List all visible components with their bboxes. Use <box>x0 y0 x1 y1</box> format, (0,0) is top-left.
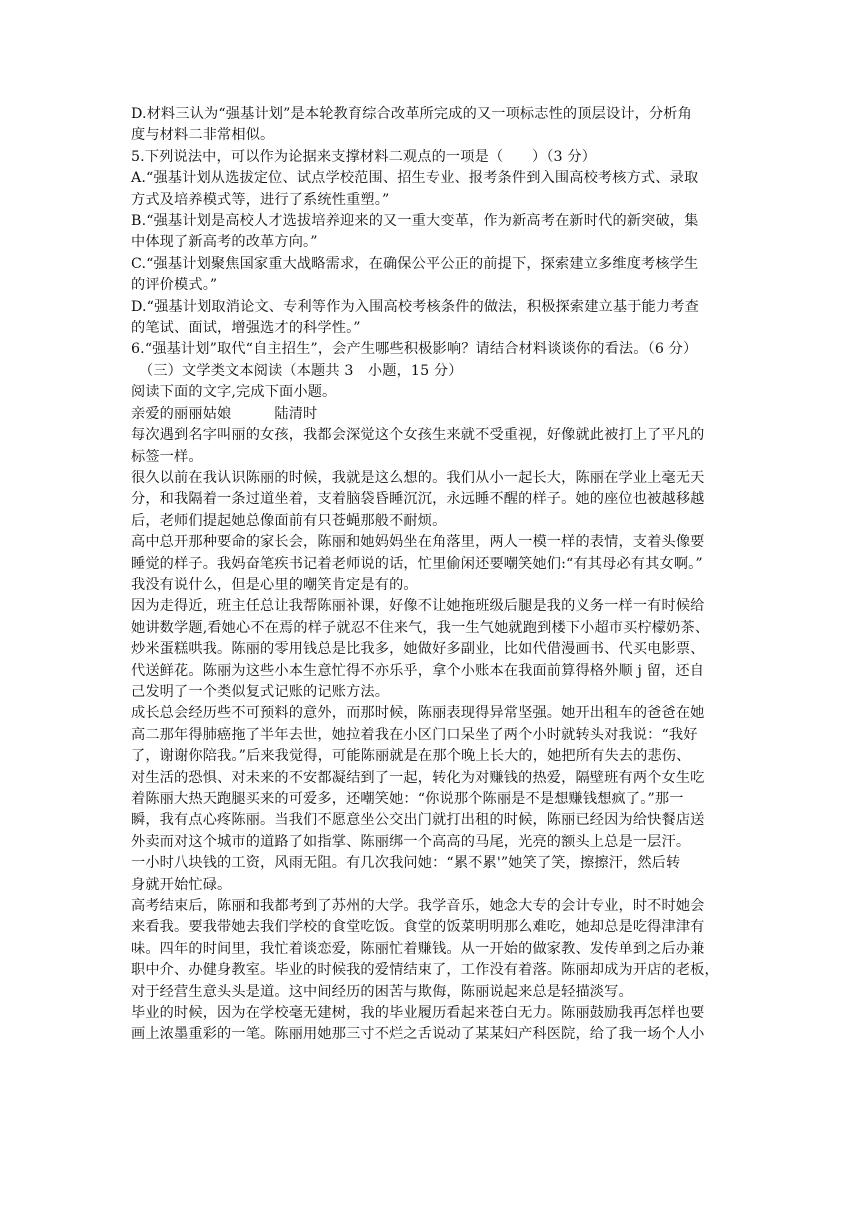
section-heading: （三）文学类文本阅读（本题共 3 小题，15 分） <box>139 362 463 379</box>
text-line: 高中总开那种要命的家长会，陈丽和她妈妈坐在角落里，两人一模一样的表情，支着头像要 <box>131 534 705 551</box>
text-line: 度与材料二非常相似。 <box>131 127 275 144</box>
text-line: 高考结束后，陈丽和我都考到了苏州的大学。我学音乐，她念大专的会计专业，时不时她会 <box>131 898 705 915</box>
question-5: 5.下列说法中，可以作为论据来支撑材料二观点的一项是（ ）（3 分） <box>131 148 597 165</box>
text-line: 我没有说什么，但是心里的嘲笑肯定是有的。 <box>131 576 418 593</box>
text-line: 瞬，我有点心疼陈丽。当我们不愿意坐公交出门就打出租的时候，陈丽已经因为给快餐店送 <box>131 812 705 829</box>
text-line: D.材料三认为“强基计划”是本轮教育综合改革所完成的又一项标志性的顶层设计，分析角 <box>131 106 692 122</box>
text-line: 身就开始忙碌。 <box>131 876 232 893</box>
instruction: 阅读下面的文字,完成下面小题。 <box>131 384 337 401</box>
text-line: 炒米蛋糕哄我。陈丽的零用钱总是比我多，她做好多副业，比如代借漫画书、代买电影票、 <box>131 641 705 658</box>
text-line: 来看我。要我带她去我们学校的食堂吃饭。食堂的饭菜明明那么难吃，她却总是吃得津津有 <box>131 919 705 936</box>
option-a: A.“强基计划从选拔定位、试点学校范围、招生专业、报考条件到入围高校考核方式、录取 <box>131 170 699 187</box>
text-line: 每次遇到名字叫丽的女孩，我都会深觉这个女孩生来就不受重视，好像就此被打上了平凡的 <box>131 427 705 444</box>
text-line: 代送鲜花。陈丽为这些小本生意忙得不亦乐乎，拿个小账本在我面前算得格外顺 j 留，还自 <box>131 662 705 679</box>
text-line: 高二那年得肺癌拖了半年去世，她拉着我在小区门口呆坐了两个小时就转头对我说：“我好 <box>131 726 698 743</box>
document-body <box>131 104 731 1046</box>
option-d: D.“强基计划取消论文、专利等作为入围高校考核条件的做法，积极探索建立基于能力考查 <box>131 298 699 315</box>
text-line: 因为走得近，班主任总让我帮陈丽补课，好像不让她拖班级后腿是我的义务一样一有时候给 <box>131 598 705 615</box>
text-line: 对于经营生意头头是道。这中间经历的困苦与欺侮，陈丽说起来总是轻描淡写。 <box>131 983 633 1000</box>
text-line: 标签一样。 <box>131 448 203 465</box>
text-line: 对生活的恐惧、对未来的不安都凝结到了一起，转化为对赚钱的热爱，隔壁班有两个女生吃 <box>131 769 705 786</box>
text-line: 外卖而对这个城市的道路了如指掌、陈丽绑一个高高的马尾，光亮的额头上总是一层汗。 <box>131 833 691 850</box>
text-line: 方式及培养模式等，进行了系统性重塑。” <box>131 191 390 208</box>
text-line: 画上浓墨重彩的一笔。陈丽用她那三寸不烂之舌说动了某某妇产科医院，给了我一场个人小 <box>131 1026 705 1043</box>
text-line: 中体现了新高考的改革方向。” <box>131 234 318 251</box>
text-line: 一小时八块钱的工资，风雨无阻。有几次我问她：“累不累'”她笑了笑，擦擦汗，然后转 <box>131 855 681 872</box>
text-line: 了，谢谢你陪我。”后来我觉得，可能陈丽就是在那个晚上长大的，她把所有失去的悲伤、 <box>131 748 691 765</box>
text-line: 她讲数学题,看她心不在焉的样子就忍不住来气，我一生气她就跑到楼下小超市买柠檬奶茶、 <box>131 619 710 636</box>
text-line: 的评价模式。” <box>131 277 218 294</box>
text-line: 分，和我隔着一条过道坐着，支着脑袋昏睡沉沉，永远睡不醒的样子。她的座位也被越移越 <box>131 491 705 508</box>
option-b: B.“强基计划是高校人才选拔培养迎来的又一重大变革，作为新高考在新时代的新突破，集 <box>131 213 699 230</box>
text-line: 后，老师们提起她总像面前有只苍蝇那般不耐烦。 <box>131 512 447 529</box>
text-line: 己发明了一个类似复式记账的记账方法。 <box>131 683 390 700</box>
text-line: 毕业的时候，因为在学校毫无建树，我的毕业履历看起来苍白无力。陈丽鼓励我再怎样也要 <box>131 1005 705 1022</box>
text-line: 很久以前在我认识陈丽的时候，我就是这么想的。我们从小一起长大，陈丽在学业上毫无天 <box>131 469 705 486</box>
article-title: 亲爱的丽丽姑娘 陆清时 <box>131 405 318 422</box>
text-line: 成长总会经历些不可预料的意外，而那时候，陈丽表现得异常坚强。她开出租车的爸爸在她 <box>131 705 705 722</box>
text-line: 味。四年的时间里，我忙着谈恋爱，陈丽忙着赚钱。从一开始的做家教、发传单到之后办兼 <box>131 940 705 957</box>
text-line: 睡觉的样子。我妈奋笔疾书记着老师说的话，忙里偷闲还要嘲笑她们:“有其母必有其女啊。” <box>131 555 703 572</box>
text-line: 的笔试、面试，增强选才的科学性。” <box>131 320 361 337</box>
text-line: 着陈丽大热天跑腿买来的可爱多，还嘲笑她：“你说那个陈丽是不是想赚钱想疯了。”那一 <box>131 791 684 807</box>
text-line: 职中介、办健身教室。毕业的时候我的爱情结束了，工作没有着落。陈丽却成为开店的老板， <box>131 962 719 979</box>
option-c: C.“强基计划聚焦国家重大战略需求，在确保公平公正的前提下，探索建立多维度考核学生 <box>131 255 699 272</box>
question-6: 6.“强基计划”取代“自主招生”，会产生哪些积极影响？请结合材料谈谈你的看法。（6 分） <box>131 341 698 358</box>
